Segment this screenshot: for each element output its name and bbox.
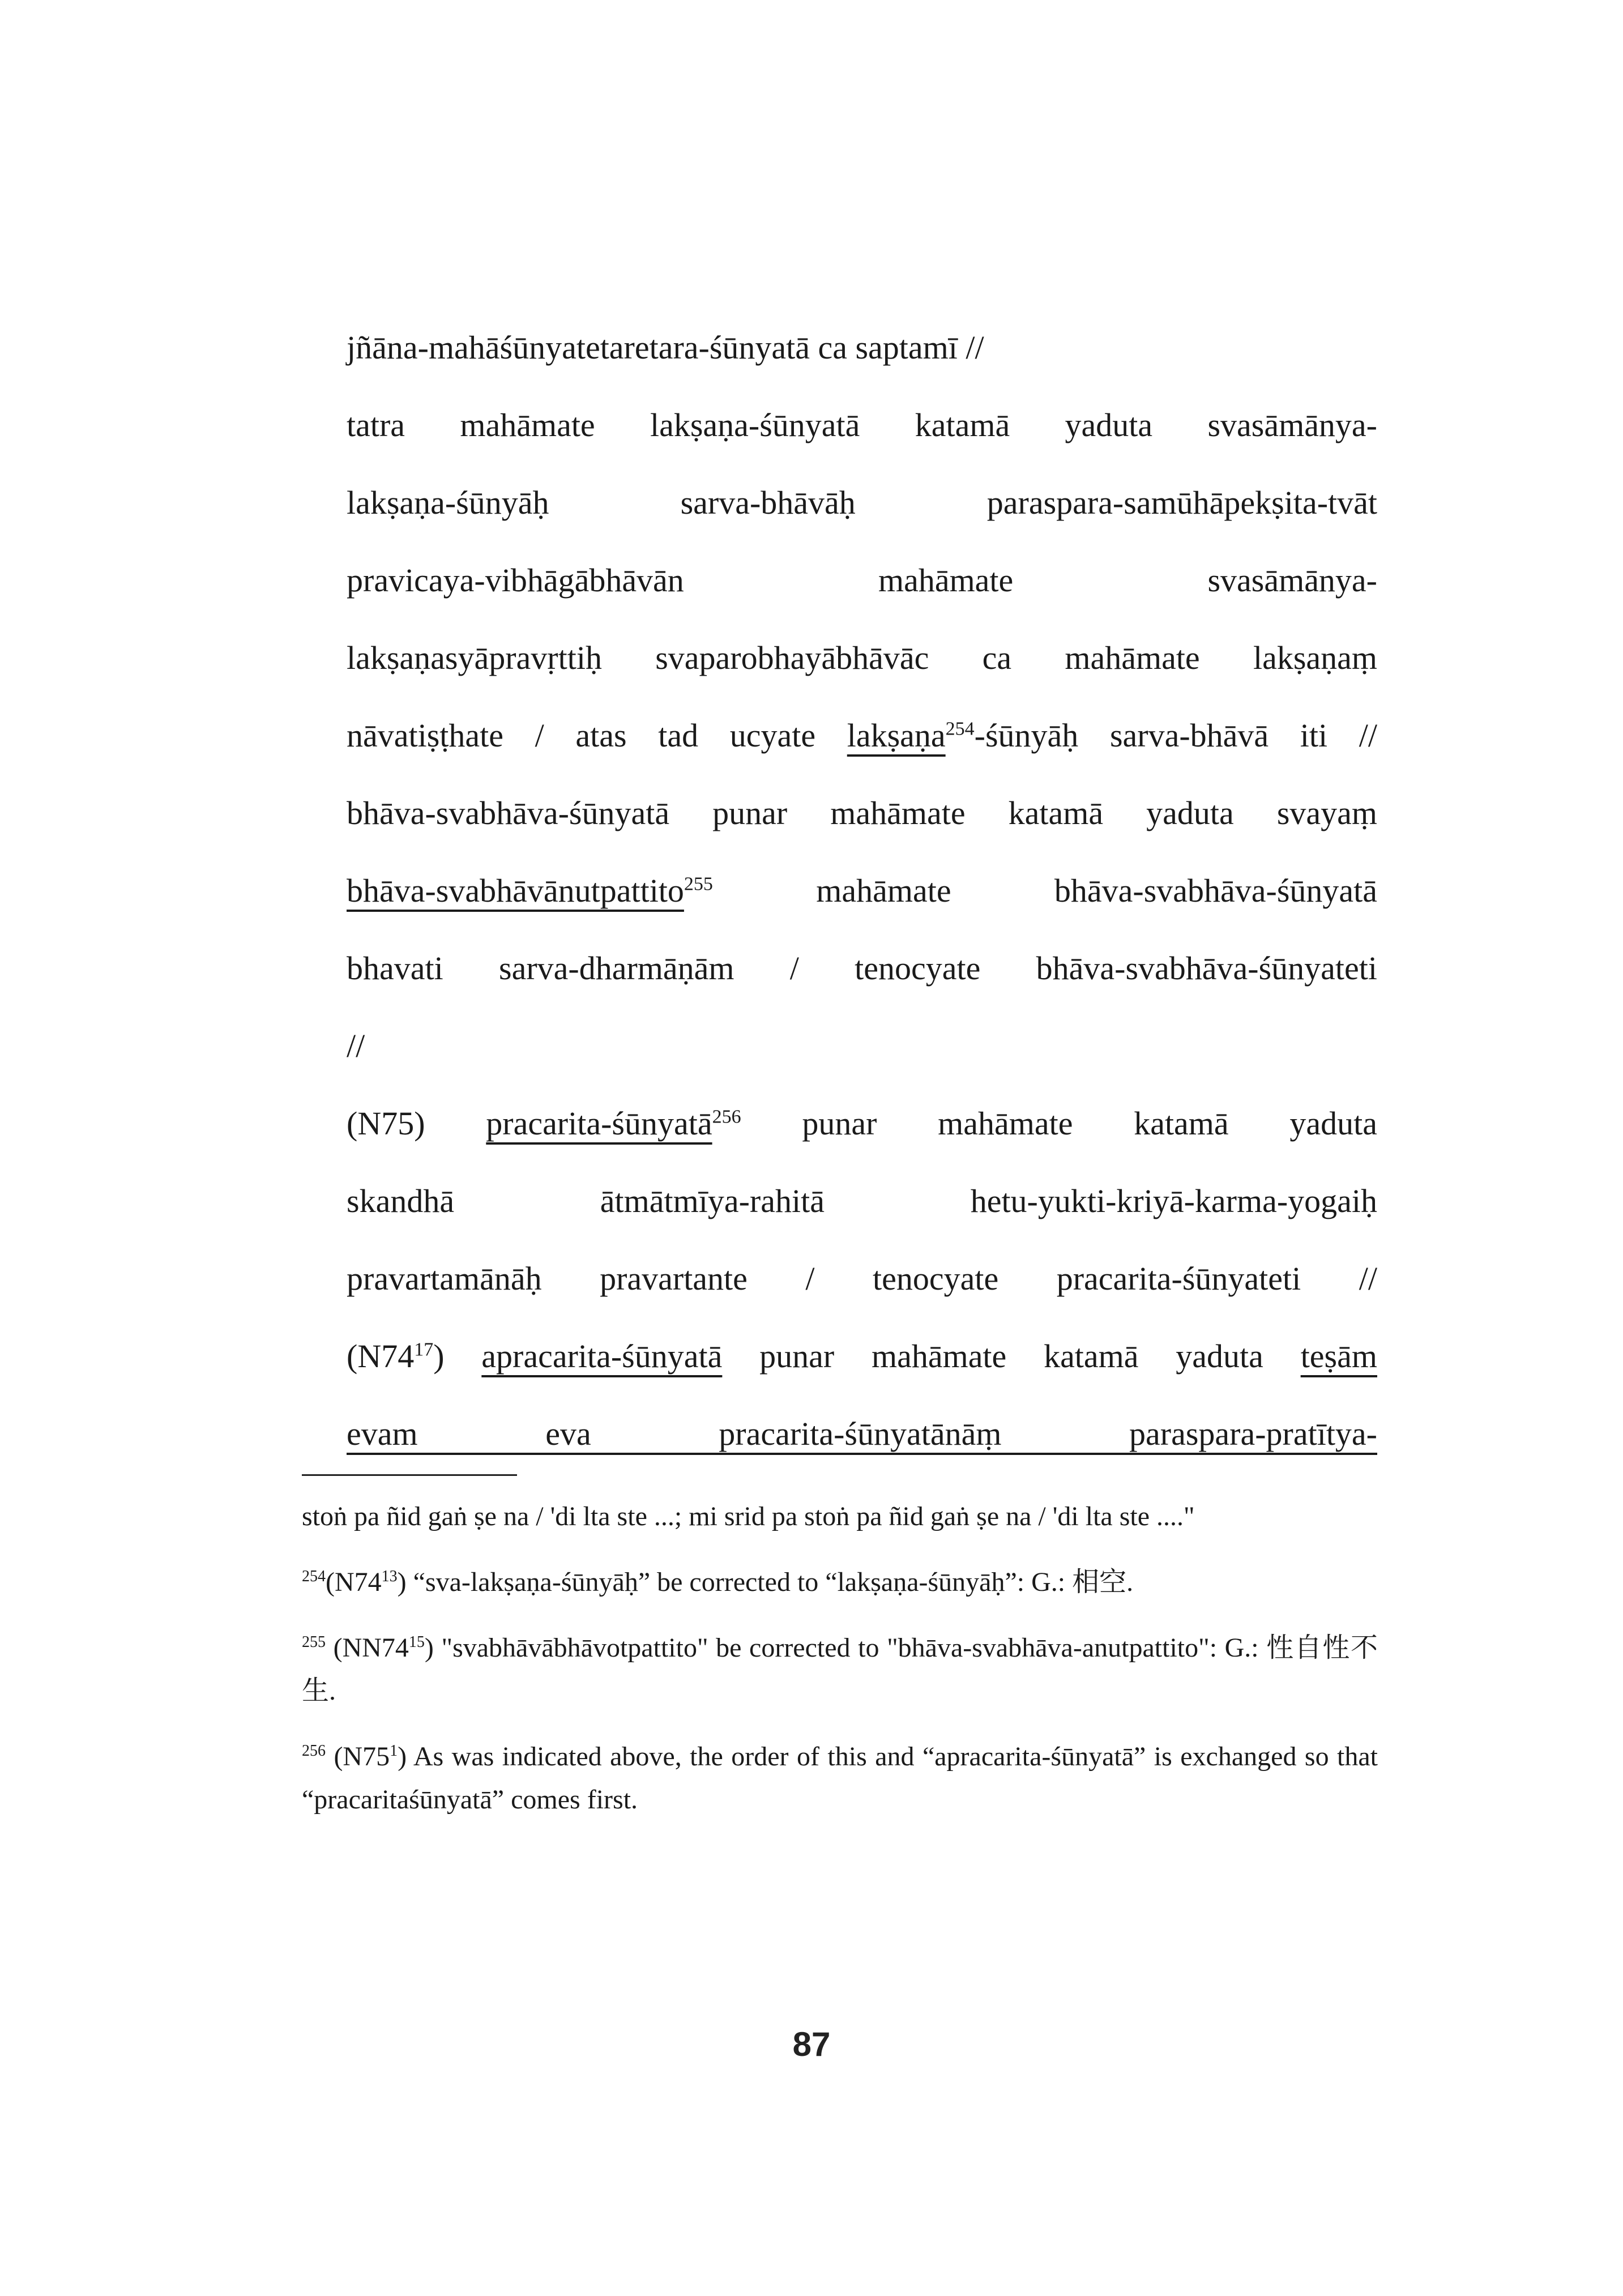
text-line: lakṣaṇasyāpravṛttiḥ svaparobhayābhāvāc ca mahāmate lakṣaṇaṃ: [347, 639, 1377, 676]
footnote-ref-255: 255: [684, 873, 713, 895]
text-line: bhāva-svabhāva-śūnyatā punar mahāmate katamā yaduta svayaṃ: [347, 795, 1377, 831]
underlined-term: bhāva-svabhāvānutpattito: [347, 872, 684, 909]
footnotes: [302, 1495, 1378, 1844]
underlined-term: lakṣaṇa: [847, 717, 946, 754]
footnote-256: $^{256}$ $(N75^1)$ As was indicated above, the order of this and “apracarita-śūnyatā” is exchanged so that “pracaritaśūnyatā” comes first.: [302, 1742, 1378, 1815]
footnote-ref-256: 256: [712, 1106, 741, 1128]
main-text: [347, 309, 1377, 1473]
footnote-ref-254: 254: [945, 718, 975, 740]
text-line: bhavati sarva-dharmāṇām / tenocyate bhāva-svabhāva-śūnyateti: [347, 950, 1377, 987]
text-line: tatra mahāmate lakṣaṇa-śūnyatā katamā yaduta svasāmānya-: [347, 407, 1377, 443]
text-line: pravicaya-vibhāgābhāvān mahāmate svasāmānya-: [347, 562, 1377, 599]
text-line: pravartamānāḥ pravartante / tenocyate pracarita-śūnyateti //: [347, 1260, 1377, 1297]
text-line: evam eva pracarita-śūnyatānāṃ paraspara-pratītya-: [347, 1415, 1377, 1452]
footnote-continuation: stoṅ pa ñid gaṅ ṣe na / 'di lta ste ...; mi srid pa stoṅ pa ñid gaṅ ṣe na / 'di lta ste ....": [302, 1501, 1195, 1531]
text-line: skandhā ātmātmīya-rahitā hetu-yukti-kriyā-karma-yogaiḥ: [347, 1183, 1377, 1219]
text-line: bhāva-svabhāvānutpattito$^{255}$ mahāmate bhāva-svabhāva-śūnyatā: [347, 872, 1377, 909]
text-line: jñāna-mahāśūnyatetaretara-śūnyatā ca saptamī //: [347, 329, 984, 366]
text-line: lakṣaṇa-śūnyāḥ sarva-bhāvāḥ paraspara-samūhāpekṣita-tvāt: [347, 484, 1377, 521]
footnote-254: $^{254}(N74^{13})$ “sva-lakṣaṇa-śūnyāḥ” be corrected to “lakṣaṇa-śūnyāḥ”: G.: 相空.: [302, 1567, 1134, 1597]
page-number: 87: [792, 2025, 831, 2063]
text-line: $(N74^{17})$ apracarita-śūnyatā punar mahāmate katamā yaduta teṣām: [347, 1338, 1377, 1375]
footnote-255: $^{255}$ $(NN74^{15})$ "svabhāvābhāvotpattito" be corrected to "bhāva-svabhāva-anutpattito": G.: 性自性不生.: [302, 1633, 1378, 1706]
underlined-term: teṣām: [1300, 1338, 1377, 1375]
section-ref-sup: 17: [414, 1339, 434, 1360]
text-line: nāvatiṣṭhate / atas tad ucyate lakṣaṇa$^{254}$-śūnyāḥ sarva-bhāvā iti //: [347, 717, 1377, 754]
underlined-term: pracarita-śūnyatā: [486, 1105, 712, 1142]
text-line: //: [347, 1027, 365, 1064]
underlined-term: apracarita-śūnyatā: [481, 1338, 723, 1375]
footnote-rule: [302, 1474, 517, 1476]
text-line: (N75) pracarita-śūnyatā$^{256}$ punar mahāmate katamā yaduta: [347, 1105, 1378, 1142]
